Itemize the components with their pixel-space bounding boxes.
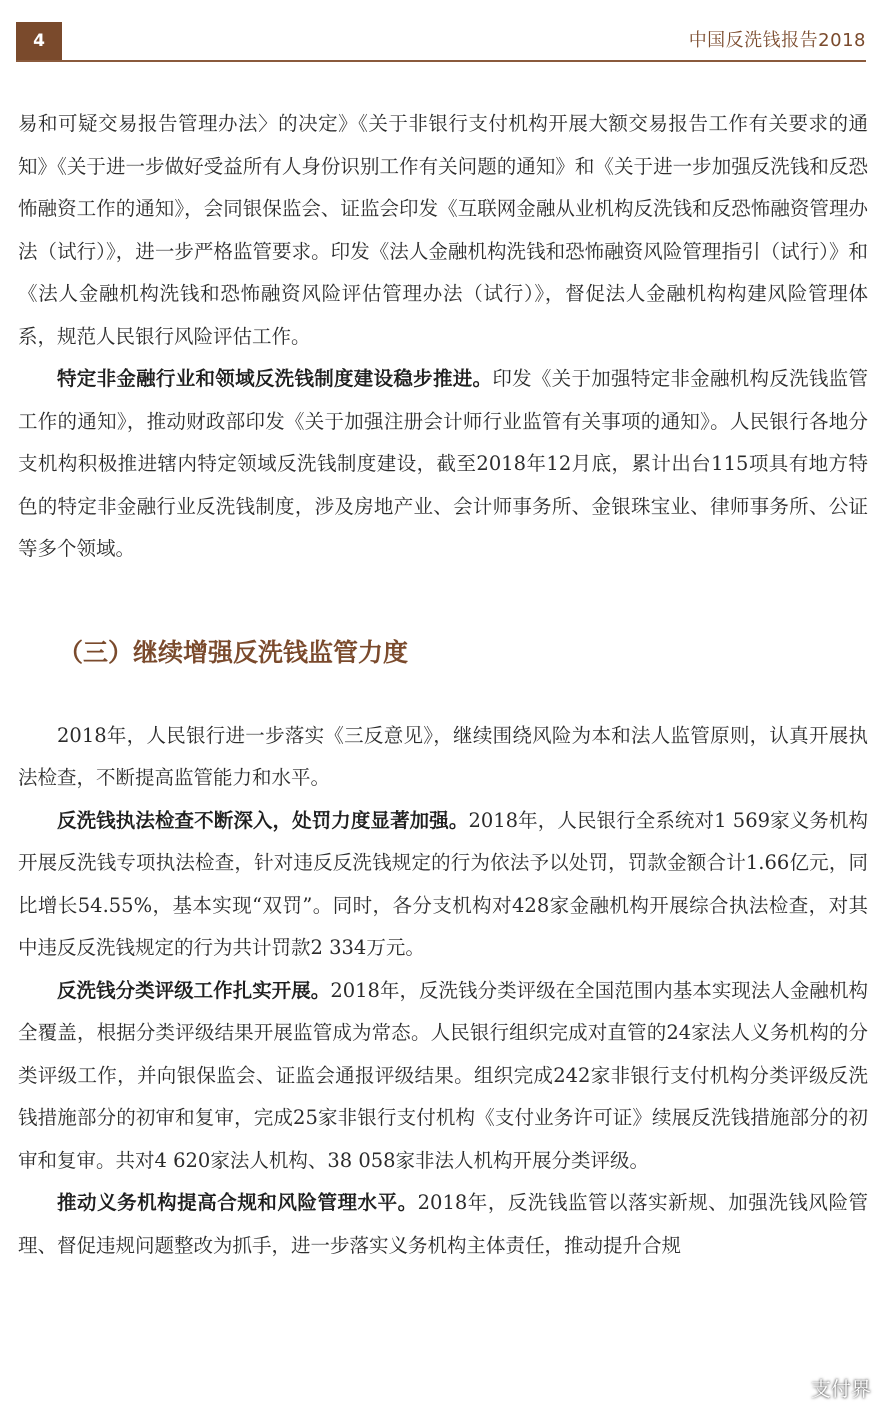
page-header bbox=[16, 22, 866, 62]
paragraph-4-heading: 反洗钱执法检查不断深入，处罚力度显著加强。 bbox=[57, 808, 469, 832]
paragraph-3: 2018年，人民银行进一步落实《三反意见》，继续围绕风险为本和法人监管原则，认真开展执法检查，不断提高监管能力和水平。 bbox=[18, 723, 868, 789]
section-title: （三）继续增强反洗钱监管力度 bbox=[58, 637, 409, 667]
paragraph-2-heading: 特定非金融行业和领域反洗钱制度建设稳步推进。 bbox=[57, 367, 493, 390]
paragraph-2-text: 印发《关于加强特定非金融机构反洗钱监管工作的通知》，推动财政部印发《关于加强注册会计师行业监管有关事项的通知》。人民银行各地分支机构积极推进辖内特定领域反洗钱制度建设，截至2018年12月底，累计出台115项具有地方特色的特定非金融行业反洗钱制度，涉及房地产业、会计师事务所、金银珠宝业、律师事务所、公证等多个领域。 bbox=[18, 367, 868, 560]
page-number: 4 bbox=[16, 22, 62, 60]
paragraph-6-heading: 推动义务机构提高合规和风险管理水平。 bbox=[57, 1191, 418, 1214]
watermark-text: 支付界 bbox=[811, 1377, 871, 1401]
paragraph-2 bbox=[18, 358, 868, 571]
wechat-icon bbox=[775, 1376, 805, 1400]
report-title: 中国反洗钱报告2018 bbox=[688, 30, 866, 51]
paragraph-5 bbox=[18, 970, 868, 1183]
paragraph-4 bbox=[18, 800, 868, 970]
paragraph-4-text: 2018年，人民银行全系统对1 569家义务机构开展反洗钱专项执法检查，针对违反反洗钱规定的行为依法予以处罚，罚款金额合计1.66亿元，同比增长54.55%，基本实现“双罚”。同时，各分支机构对428家金融机构开展综合执法检查，对其中违反反洗钱规定的行为共计罚款2 334万元。 bbox=[18, 808, 868, 959]
paragraph-6-text: 2018年，反洗钱监管以落实新规、加强洗钱风险管理、督促违规问题整改为抓手，进一步落实义务机构主体责任，推动提升合规 bbox=[18, 1191, 868, 1257]
paragraph-6 bbox=[18, 1182, 868, 1267]
paragraph-5-text: 2018年，反洗钱分类评级在全国范围内基本实现法人金融机构全覆盖，根据分类评级结果开展监管成为常态。人民银行组织完成对直管的24家法人义务机构的分类评级工作，并向银保监会、证监会通报评级结果。组织完成242家非银行支付机构分类评级反洗钱措施部分的初审和复审，完成25家非银行支付机构《支付业务许可证》续展反洗钱措施部分的初审和复审。共对4 620家法人机构、38 058家非法人机构开展分类评级。 bbox=[18, 978, 868, 1172]
document-body bbox=[18, 103, 868, 1267]
watermark bbox=[775, 1373, 871, 1402]
paragraph-5-heading: 反洗钱分类评级工作扎实开展。 bbox=[57, 978, 331, 1002]
paragraph-1: 易和可疑交易报告管理办法〉的决定》《关于非银行支付机构开展大额交易报告工作有关要求的通知》《关于进一步做好受益所有人身份识别工作有关问题的通知》和《关于进一步加强反洗钱和反恐怖融资工作的通知》，会同银保监会、证监会印发《互联网金融从业机构反洗钱和反恐怖融资管理办法（试行）》，进一步严格监管要求。印发《法人金融机构洗钱和恐怖融资风险管理指引（试行）》和《法人金融机构洗钱和恐怖融资风险评估管理办法（试行）》，督促法人金融机构构建风险管理体系，规范人民银行风险评估工作。 bbox=[18, 112, 868, 348]
